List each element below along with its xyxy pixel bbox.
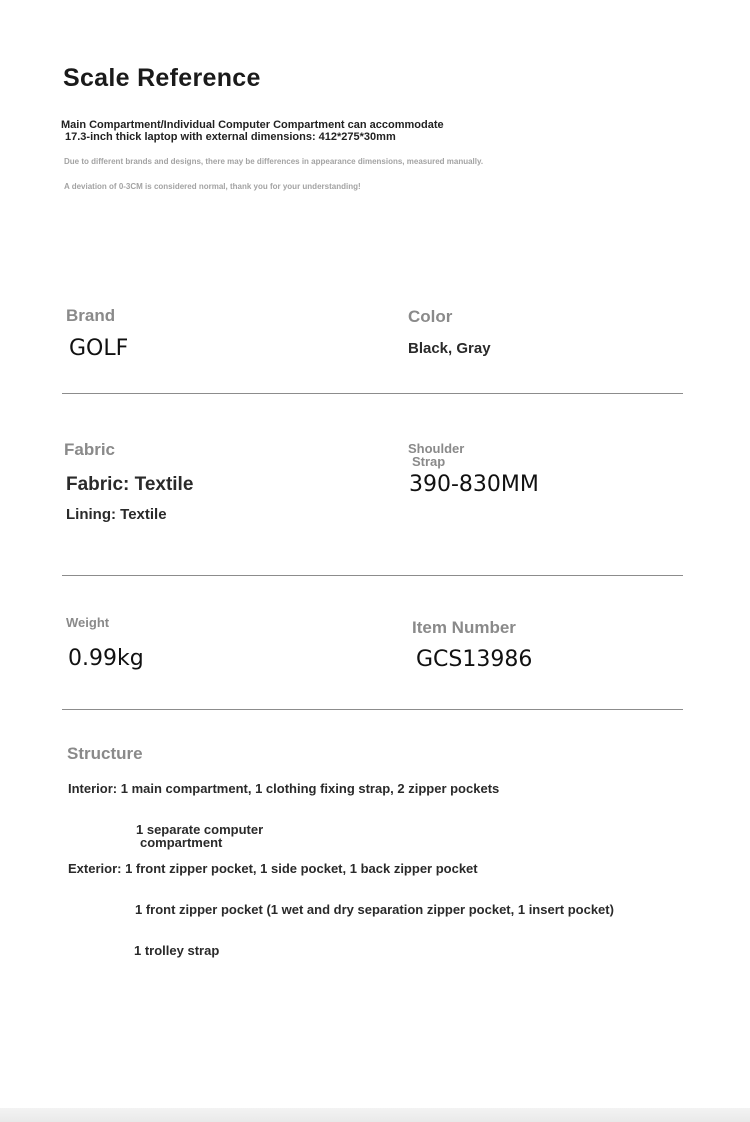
capacity-text-line-2: 17.3-inch thick laptop with external dimensions: 412*275*30mm bbox=[65, 131, 396, 143]
fabric-value: Fabric: Textile bbox=[66, 474, 194, 495]
measurement-note: Due to different brands and designs, there may be differences in appearance dimensions, measured manually. bbox=[64, 157, 484, 166]
shoulder-strap-value: 390-830MM bbox=[409, 472, 539, 497]
exterior-text: Exterior: 1 front zipper pocket, 1 side pocket, 1 back zipper pocket bbox=[68, 861, 478, 876]
weight-value: 0.99kg bbox=[68, 646, 144, 671]
bottom-edge-shade bbox=[0, 1108, 750, 1122]
interior-sub-line-1: 1 separate computer bbox=[136, 822, 264, 837]
divider-3 bbox=[62, 709, 683, 710]
structure-label: Structure bbox=[67, 744, 143, 763]
deviation-note: A deviation of 0-3CM is considered normal, thank you for your understanding! bbox=[64, 182, 361, 191]
fabric-label: Fabric bbox=[64, 440, 116, 459]
color-value: Black, Gray bbox=[408, 340, 491, 357]
interior-text: Interior: 1 main compartment, 1 clothing fixing strap, 2 zipper pockets bbox=[68, 781, 500, 796]
exterior-sub-2: 1 trolley strap bbox=[134, 943, 220, 958]
divider-1 bbox=[62, 393, 683, 394]
brand-value: GOLF bbox=[69, 336, 129, 361]
brand-label: Brand bbox=[66, 306, 116, 325]
shoulder-strap-label-line-1: Shoulder bbox=[408, 441, 465, 456]
shoulder-strap-label-line-2: Strap bbox=[412, 454, 446, 469]
item-number-label: Item Number bbox=[412, 618, 516, 637]
color-label: Color bbox=[408, 307, 453, 326]
item-number-value: GCS13986 bbox=[416, 647, 533, 672]
exterior-sub-1: 1 front zipper pocket (1 wet and dry separation zipper pocket, 1 insert pocket) bbox=[135, 902, 614, 917]
weight-label: Weight bbox=[66, 615, 110, 630]
divider-2 bbox=[62, 575, 683, 576]
capacity-text-line-1: Main Compartment/Individual Computer Compartment can accommodate bbox=[61, 119, 444, 131]
page-title: Scale Reference bbox=[63, 64, 261, 92]
lining-value: Lining: Textile bbox=[66, 506, 167, 523]
interior-sub-line-2: compartment bbox=[140, 835, 223, 850]
